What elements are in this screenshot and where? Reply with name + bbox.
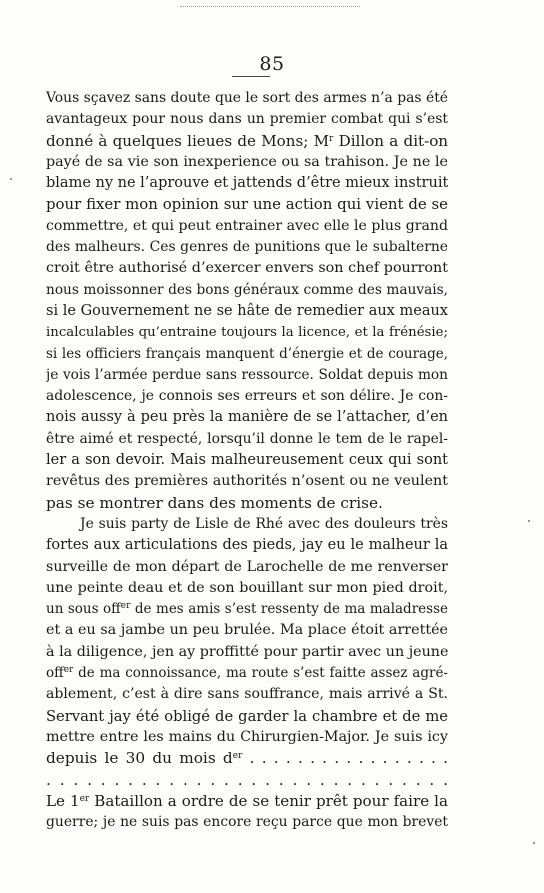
text-line: [46, 471, 448, 492]
superscript: r: [329, 133, 334, 144]
text-segment: blame ny ne l’aprouve et jattends d’être mieux instruit: [46, 175, 448, 192]
superscript: er: [79, 793, 90, 804]
text-line: [46, 493, 448, 514]
text-line: [46, 301, 448, 322]
text-segment: être aimé et respecté, lorsqu’il donne le tem de le rapel-: [46, 430, 448, 447]
margin-speck: [528, 520, 530, 522]
text-segment: ablement, c’est à dire sans souffrance, mais arrivé a St.: [46, 686, 448, 703]
text-segment: pour fixer mon opinion sur une action qui vient de se: [46, 195, 448, 214]
text-segment: avantageux pour nous dans un premier combat qui s’est: [46, 111, 448, 128]
text-line: [46, 620, 448, 641]
text-segment: . . . . . . . . . . . . . . . . . . . . . . . . . . . . . .: [46, 770, 448, 789]
margin-speck: [10, 178, 12, 180]
text-segment: fortes aux articulations des pieds, jay eu le malheur la: [46, 537, 448, 554]
top-edge-rule: [180, 6, 360, 7]
page-number-underline: [232, 76, 270, 77]
text-segment: Bataillon a ordre de se tenir prêt pour faire la: [89, 791, 448, 810]
text-segment: revêtus des premières authorités n’osent ou ne veulent: [46, 473, 448, 490]
text-segment: donné à quelques lieues de Mons; M: [46, 131, 330, 150]
text-segment: Je suis party de Lisle de Rhé avec des douleurs très: [80, 515, 448, 532]
text-segment: une peinte deau et de son bouillant sur mon pied droit,: [46, 579, 448, 596]
text-line: [46, 684, 448, 705]
text-line: [46, 557, 448, 578]
page-number: 85: [259, 53, 285, 75]
text-line: [46, 109, 448, 130]
text-segment: des malheurs. Ces genres de punitions que le subalterne: [46, 239, 448, 256]
superscript: er: [63, 665, 74, 676]
text-line: [46, 770, 448, 791]
text-segment: Dillon a dit-on: [333, 131, 448, 150]
text-segment: et a eu sa jambe un peu brulée. Ma place étoit arrettée: [46, 622, 448, 639]
text-line: [46, 578, 448, 599]
text-line: [46, 727, 448, 748]
text-line: [46, 642, 448, 663]
text-segment: adolescence, je connois ses erreurs et son délire. Je con-: [46, 388, 448, 405]
text-line: [46, 237, 448, 258]
text-segment: commettre, et qui peut entrainer avec elle le plus grand: [46, 217, 448, 234]
text-segment: off: [46, 665, 64, 682]
text-line: [46, 152, 448, 173]
text-line: [46, 599, 448, 620]
text-segment: pas se montrer dans des moments de crise.: [46, 493, 383, 512]
text-segment: nous moissonner des bons généraux comme des mauvais,: [46, 281, 448, 298]
text-line: [46, 173, 448, 194]
text-line: [46, 280, 448, 301]
text-segment: de mes amis s’est ressenty de ma maladresse: [130, 601, 448, 618]
text-line: [46, 748, 448, 769]
text-line: [46, 131, 448, 152]
text-segment: un sous off: [46, 601, 121, 618]
text-line: [46, 322, 448, 343]
text-line: [46, 88, 448, 109]
text-line: [46, 194, 448, 215]
text-line: [46, 365, 448, 386]
text-segment: si le Gouvernement ne se hâte de remedier aux meaux: [46, 302, 448, 319]
text-segment: ler a son devoir. Mais malheureusement ceux qui sont: [46, 452, 448, 469]
body-text: [46, 88, 448, 833]
text-line: [46, 450, 448, 471]
text-segment: surveille de mon départ de Larochelle de me renverser: [46, 558, 448, 575]
text-segment: . . . . . . . . . . . . . . . . .: [242, 749, 448, 768]
text-segment: croit être authorisé d’exercer envers son chef pourront: [46, 260, 448, 277]
text-segment: depuis le 30 du mois d: [46, 749, 233, 768]
text-line: [46, 706, 448, 727]
text-segment: payé de sa vie son inexperience ou sa trahison. Je ne le: [46, 153, 448, 170]
text-segment: Servant jay été obligé de garder la chambre et de me: [46, 707, 448, 725]
text-line: [46, 514, 448, 535]
text-line: [46, 258, 448, 279]
margin-speck: [533, 842, 535, 844]
text-line: [46, 429, 448, 450]
text-line: [46, 663, 448, 684]
text-segment: guerre; je ne suis pas encore reçu parce que mon brevet: [46, 814, 448, 831]
text-segment: mettre entre les mains du Chirurgien-Major. Je suis icy: [46, 728, 448, 745]
superscript: er: [120, 601, 131, 612]
text-segment: je vois l’armée perdue sans ressource. Soldat depuis mon: [46, 366, 448, 383]
text-segment: à la diligence, jen ay proffitté pour partir avec un jeune: [46, 643, 448, 660]
text-line: [46, 386, 448, 407]
text-line: [46, 791, 448, 812]
text-line: [46, 812, 448, 833]
text-line: [46, 535, 448, 556]
text-line: [46, 216, 448, 237]
text-line: [46, 344, 448, 365]
text-line: [46, 407, 448, 428]
text-segment: Vous sçavez sans doute que le sort des armes n’a pas été: [46, 90, 448, 106]
text-segment: si les officiers français manquent d’énergie et de courage,: [46, 345, 448, 362]
text-segment: de ma connoissance, ma route s’est faitte assez agré-: [73, 665, 448, 682]
text-segment: incalculables qu’entraine toujours la licence, et la frénésie;: [46, 325, 448, 341]
text-segment: Le 1: [46, 791, 80, 810]
text-segment: nois aussy à peu près la manière de se l’attacher, d’en: [46, 409, 448, 426]
superscript: er: [232, 751, 243, 762]
